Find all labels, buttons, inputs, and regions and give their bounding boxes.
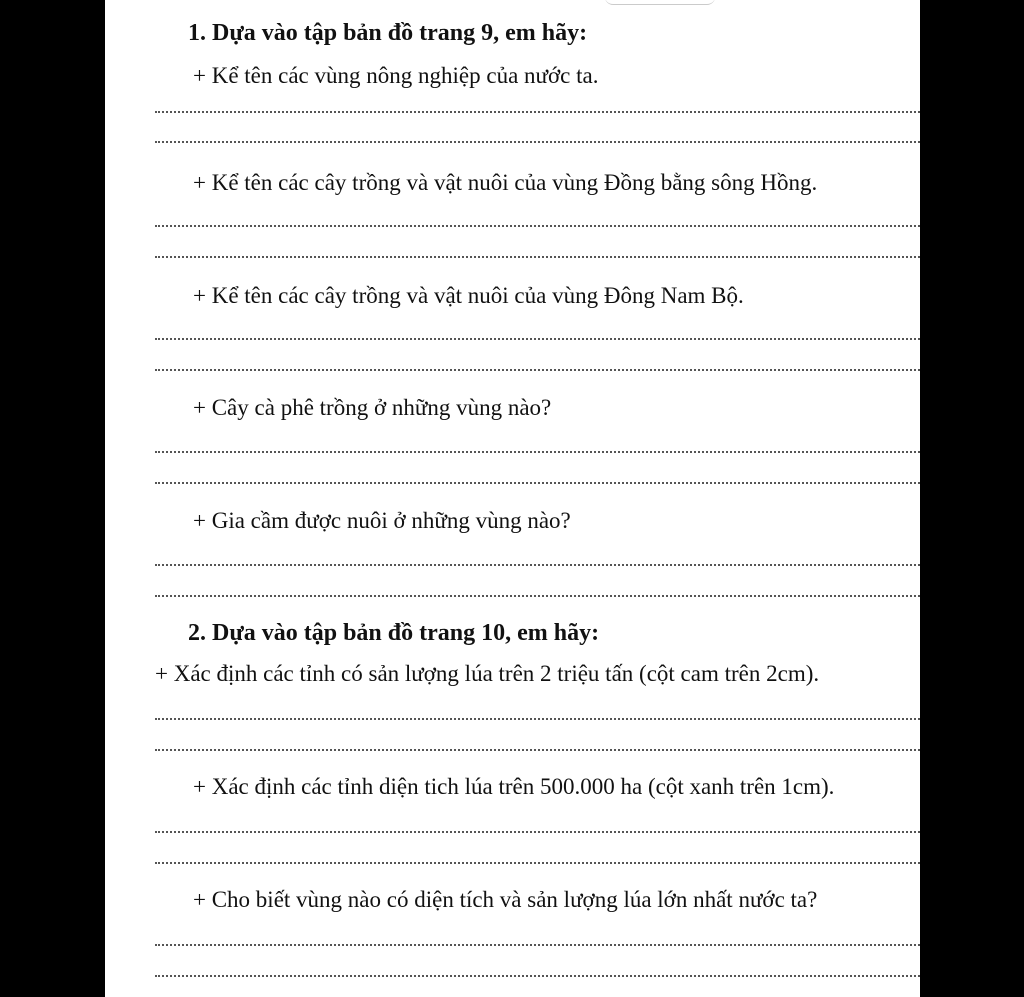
top-edge-mark: [605, 0, 715, 5]
answer-line: [155, 338, 920, 340]
answer-line: [155, 225, 920, 227]
question-1-item-5: + Gia cầm được nuôi ở những vùng nào?: [193, 508, 571, 533]
question-2-item-1: + Xác định các tỉnh có sản lượng lúa trên 2 triệu tấn (cột cam trên 2cm).: [155, 661, 820, 686]
answer-line: [155, 141, 920, 143]
question-2-item-3: + Cho biết vùng nào có diện tích và sản lượng lúa lớn nhất nước ta?: [193, 887, 818, 912]
answer-line: [155, 451, 920, 453]
answer-line: [155, 564, 920, 566]
answer-line: [155, 111, 920, 113]
answer-line: [155, 718, 920, 720]
answer-line: [155, 944, 920, 946]
question-1-item-3: + Kể tên các cây trồng và vật nuôi của vùng Đông Nam Bộ.: [193, 283, 744, 308]
worksheet-page: [105, 0, 920, 997]
answer-line: [155, 369, 920, 371]
question-2-title: 2. Dựa vào tập bản đồ trang 10, em hãy:: [188, 620, 600, 646]
question-2-item-2: + Xác định các tỉnh diện tich lúa trên 500.000 ha (cột xanh trên 1cm).: [193, 774, 835, 799]
question-1-item-2: + Kể tên các cây trồng và vật nuôi của vùng Đồng bằng sông Hồng.: [193, 170, 818, 195]
question-1-item-1: + Kể tên các vùng nông nghiệp của nước ta.: [193, 63, 599, 88]
answer-line: [155, 482, 920, 484]
answer-line: [155, 975, 920, 977]
question-1-title: 1. Dựa vào tập bản đồ trang 9, em hãy:: [188, 20, 588, 46]
question-1-item-4: + Cây cà phê trồng ở những vùng nào?: [193, 395, 552, 420]
answer-line: [155, 256, 920, 258]
answer-line: [155, 831, 920, 833]
answer-line: [155, 862, 920, 864]
answer-line: [155, 595, 920, 597]
answer-line: [155, 749, 920, 751]
